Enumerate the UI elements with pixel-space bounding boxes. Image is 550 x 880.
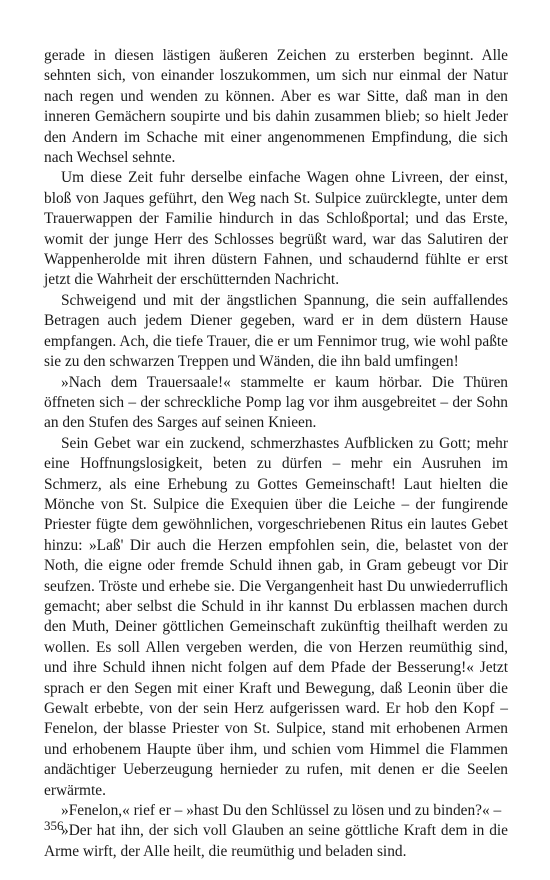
paragraph-continuation: gerade in diesen lästigen äußeren Zeichen zu ersterben beginnt. Alle sehnten sich, von einander loszukommen, um sich nur einmal der Natur nach regen und wenden zu können. Aber es war Sitte, daß man in den inneren Gemächern soupirte und bis dahin zusammen blieb; so hielt Jeder den Andern im Schache mit einer angenommenen Empfindung, die sich nach Wechsel sehnte. [44,47,508,167]
paragraph: Schweigend und mit der ängstlichen Spannung, die sein auffallendes Betragen auch jedem Diener gegeben, ward er in dem düstern Hause empfangen. Ach, die tiefe Trauer, die er um Fennimor trug, wie wohl paßte sie zu den schwarzen Treppen und Wänden, die ihn bald umfingen! [44,291,508,371]
paragraph: Sein Gebet war ein zuckend, schmerzhastes Aufblicken zu Gott; mehr eine Hoffnungslosigkeit, beten zu dürfen – mehr ein Ausruhen im Schmerz, als eine Erhebung zu Gottes Gemeinschaft! Laut hielten die Mönche von St. Sulpice die Exequien über die Leiche – der fungirende Priester fügte dem gewöhnlichen, vorgeschriebenen Ritus ein lautes Gebet hinzu: »Laß' Dir auch die Herzen empfohlen sein, die, belastet von der Noth, die eigne oder fremde Schuld ihnen gab, in Gram gebeugt vor Dir seufzen. Tröste und erhebe sie. Die Vergangenheit hast Du unwiederruflich gemacht; aber selbst die Schuld in ihr kannst Du erblassen machen durch den Muth, Deiner göttlichen Gemeinschaft zukünftig theilhaft werden zu wollen. Es soll Allen vergeben werden, die von Herzen reumüthig sind, und ihre Schuld ihnen nicht folgen auf dem Pfade der Besserung!« Jetzt sprach er den Segen mit einer Kraft und Bewegung, daß Leonin über die Gewalt erbebte, von der sein Herz aufgerissen ward. Er hob den Kopf – Fenelon, der blasse Priester von St. Sulpice, stand mit erhobenen Armen und erhobenem Haupte über ihm, und schien vom Himmel die Flammen andächtiger Ueberzeugung hernieder zu rufen, mit denen er die Seelen erwärmte. [44,434,508,799]
paragraph: »Fenelon,« rief er – »hast Du den Schlüssel zu lösen und zu binden?« – [61,802,502,820]
paragraph: Um diese Zeit fuhr derselbe einfache Wagen ohne Livreen, der einst, bloß von Jaques geführt, den Weg nach St. Sulpice zuürcklegte, unter dem Trauerwappen der Familie hindurch in das Schloßportal; und das Erste, womit der junge Herr des Schlosses begrüßt ward, war das Salutiren der Wappenherolde mit ihren düstern Fahnen, und schaudernd fühlte er erst jetzt die Wahrheit der erschütternden Nachricht. [44,169,508,289]
page-number: 356 [44,818,64,833]
paragraph: »Nach dem Trauersaale!« stammelte er kaum hörbar. Die Thüren öffneten sich – der schreckliche Pomp lag vor ihm ausgebreitet – der Sohn an den Stufen des Sarges auf seinen Knieen. [44,373,508,432]
body-text [44,46,508,862]
paragraph: »Der hat ihn, der sich voll Glauben an seine göttliche Kraft dem in die Arme wirft, der Alle heilt, die reumüthig und beladen sind. [44,822,508,860]
